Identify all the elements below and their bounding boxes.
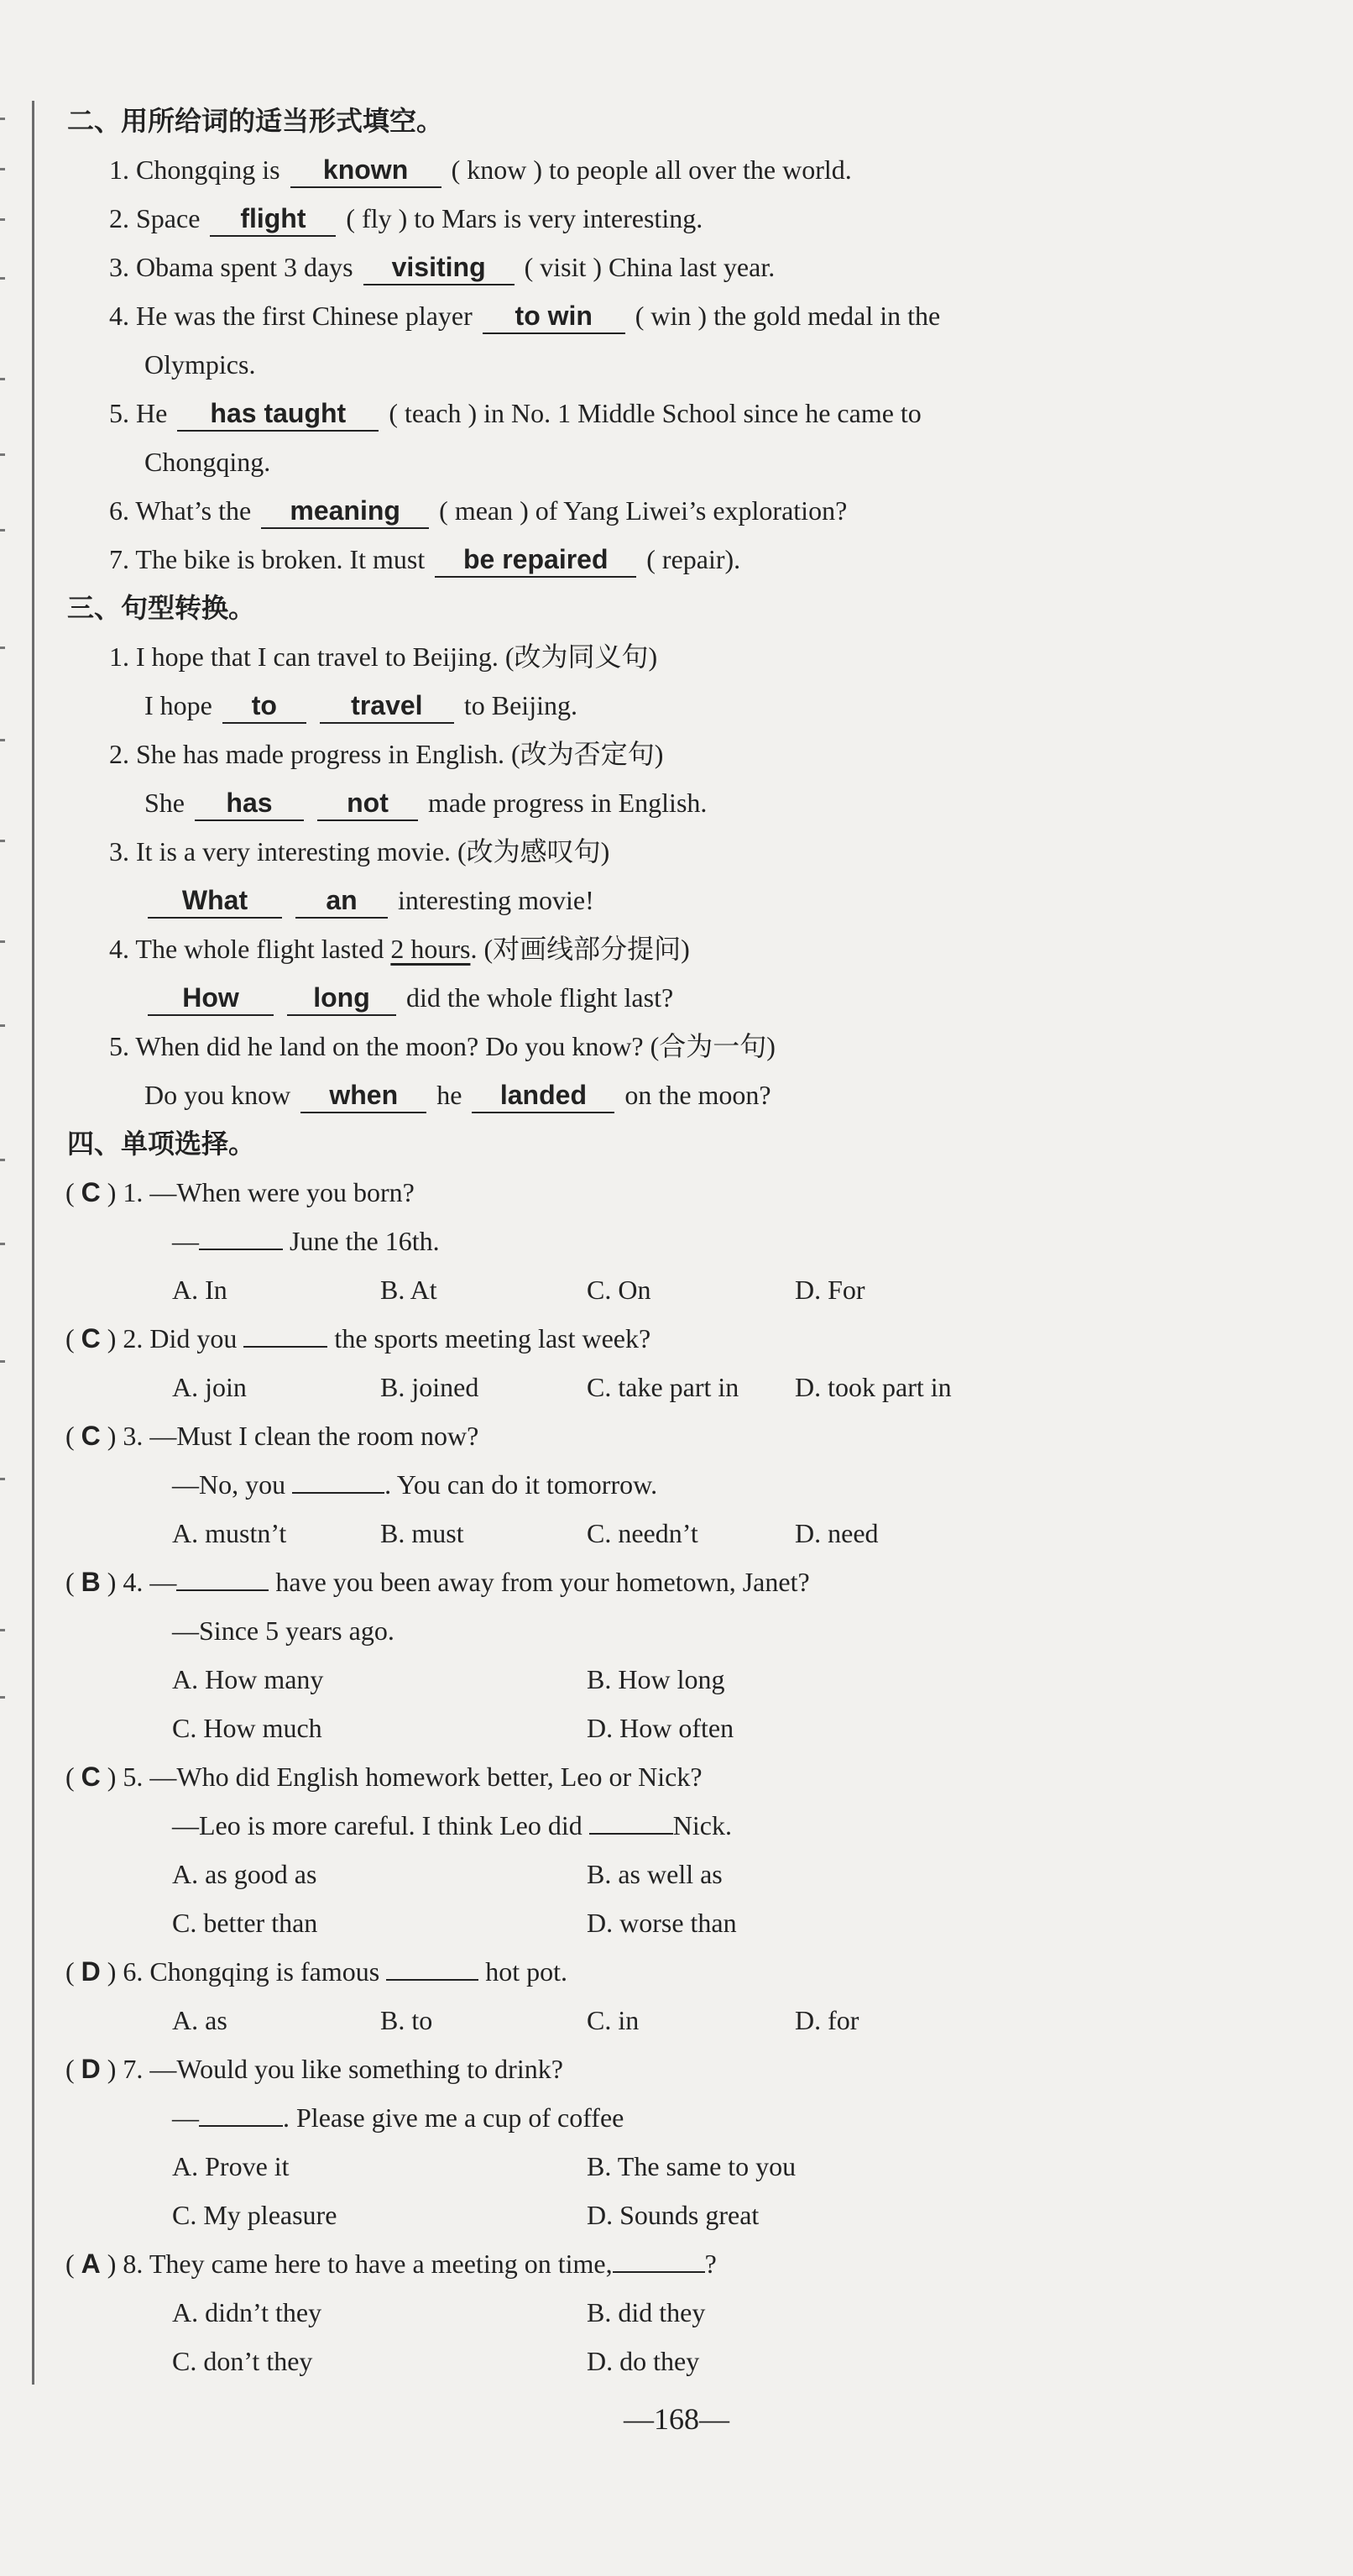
mc-8-number: 8.	[123, 2249, 144, 2279]
mc-6-blank	[386, 1977, 478, 1981]
transform-4-question	[109, 924, 690, 973]
mc-6-option-a: A. as	[172, 2005, 227, 2035]
fill-7-text: 7. The bike is broken. It must	[109, 544, 426, 574]
mc-1-answer: C	[81, 1177, 101, 1207]
mc-3-line2-pre: —No, you	[172, 1469, 286, 1500]
mc-8-options-row2	[172, 2337, 1263, 2385]
mc-4-option-c: C. How much	[172, 1713, 322, 1743]
mc-5-blank	[589, 1831, 673, 1835]
transform-2-blank-1: has	[195, 786, 304, 821]
transform-2-answer-pre: She	[144, 788, 185, 818]
mc-1-blank	[199, 1247, 283, 1250]
mc-3-line2	[172, 1460, 657, 1509]
mc-3-blank	[292, 1490, 384, 1494]
mc-8-answer: A	[81, 2249, 101, 2279]
mc-4-options-row2	[172, 1704, 1263, 1752]
mc-7-line2	[172, 2093, 624, 2142]
mc-2-blank	[243, 1344, 327, 1348]
section-4-title: 四、单项选择。	[67, 1128, 256, 1160]
transform-2-question: 2. She has made progress in English. (改为否定句)	[109, 739, 664, 769]
mc-5-number: 5.	[123, 1762, 144, 1792]
mc-6-option-c: C. in	[587, 2005, 640, 2035]
binding-margin-line	[32, 101, 34, 2385]
mc-7-number: 7.	[123, 2054, 144, 2084]
fill-4-answer: to win	[483, 299, 625, 334]
mc-7-option-a: A. Prove it	[172, 2151, 290, 2181]
fill-6-text: 6. What’s the	[109, 495, 252, 526]
transform-4-answer-post: did the whole flight last?	[406, 982, 674, 1013]
mc-3-option-c: C. needn’t	[587, 1518, 698, 1548]
mc-6-option-b: B. to	[380, 2005, 433, 2035]
mc-4-option-a: A. How many	[172, 1664, 324, 1694]
transform-5-blank-2: landed	[472, 1078, 614, 1113]
fill-item-5	[109, 389, 922, 437]
transform-3-question: 3. It is a very interesting movie. (改为感叹句)	[109, 836, 610, 867]
fill-5-continuation: Chongqing.	[144, 447, 271, 477]
mc-3-option-b: B. must	[380, 1518, 464, 1548]
transform-1-question: 1. I hope that I can travel to Beijing. (改为同义句)	[109, 641, 658, 672]
mc-1-line2-post: June the 16th.	[290, 1226, 440, 1256]
mc-2-option-c: C. take part in	[587, 1372, 739, 1402]
mc-7-option-c: C. My pleasure	[172, 2200, 337, 2230]
fill-3-rest: ( visit ) China last year.	[524, 252, 776, 282]
fill-7-answer: be repaired	[435, 542, 636, 578]
mc-4-line2: —Since 5 years ago.	[172, 1615, 394, 1646]
transform-2-answer-post: made progress in English.	[428, 788, 708, 818]
mc-1-option-a: A. In	[172, 1275, 227, 1305]
fill-2-text: 2. Space	[109, 203, 201, 233]
mc-4-stem-pre: —	[149, 1567, 177, 1597]
transform-4-question-pre: 4. The whole flight lasted	[109, 934, 391, 964]
transform-1-answer	[144, 681, 577, 730]
mc-5-stem: ( C ) 5. —Who did English homework better, Leo or Nick?	[65, 1762, 703, 1792]
mc-6-stem-pre: Chongqing is famous	[149, 1956, 380, 1987]
mc-8-option-b: B. did they	[587, 2297, 706, 2327]
mc-4-stem: ( B ) 4. — have you been away from your hometown, Janet?	[65, 1567, 810, 1597]
mc-8-option-a: A. didn’t they	[172, 2297, 322, 2327]
transform-1-blank-2: travel	[320, 689, 454, 724]
fill-5-text: 5. He	[109, 398, 168, 428]
mc-3-stem: ( C ) 3. —Must I clean the room now?	[65, 1421, 479, 1451]
mc-2-number: 2.	[123, 1323, 144, 1353]
mc-1-number: 1.	[123, 1177, 144, 1207]
mc-5-answer: C	[81, 1762, 101, 1792]
fill-5-answer: has taught	[177, 396, 379, 432]
mc-4-answer: B	[81, 1567, 101, 1597]
mc-7-line2-pre: —	[172, 2102, 199, 2133]
mc-5-stem-text: —Who did English homework better, Leo or Nick?	[149, 1762, 703, 1792]
mc-7-option-d: D. Sounds great	[587, 2200, 760, 2230]
mc-4-option-b: B. How long	[587, 1664, 725, 1694]
fill-item-3	[109, 243, 775, 291]
mc-1-options	[172, 1265, 1263, 1314]
mc-5-option-d: D. worse than	[587, 1908, 737, 1938]
fill-4-continuation: Olympics.	[144, 349, 256, 380]
mc-4-options-row1	[172, 1655, 1263, 1704]
mc-5-line2-pre: —Leo is more careful. I think Leo did	[172, 1810, 582, 1840]
mc-5-options-row2	[172, 1898, 1263, 1947]
transform-3-answer-post: interesting movie!	[398, 885, 594, 915]
fill-5-rest: ( teach ) in No. 1 Middle School since he came to	[389, 398, 922, 428]
mc-3-number: 3.	[123, 1421, 144, 1451]
mc-4-stem-post: have you been away from your hometown, Janet?	[275, 1567, 810, 1597]
fill-4-text: 4. He was the first Chinese player	[109, 301, 473, 331]
mc-2-options	[172, 1363, 1263, 1411]
fill-6-answer: meaning	[261, 494, 429, 529]
transform-3-blank-1: What	[148, 883, 282, 919]
mc-2-option-a: A. join	[172, 1372, 247, 1402]
mc-6-stem: ( D ) 6. Chongqing is famous hot pot.	[65, 1956, 567, 1987]
fill-item-2	[109, 194, 703, 243]
mc-7-options-row1	[172, 2142, 1263, 2191]
mc-5-options-row1	[172, 1850, 1263, 1898]
mc-1-line2	[172, 1217, 440, 1265]
mc-7-options-row2	[172, 2191, 1263, 2239]
mc-4-blank	[176, 1588, 269, 1591]
mc-8-options-row1	[172, 2288, 1263, 2337]
transform-4-answer	[144, 973, 673, 1022]
mc-8-stem-pre: They came here to have a meeting on time,	[149, 2249, 613, 2279]
mc-6-options	[172, 1996, 1263, 2045]
mc-2-stem-pre: Did you	[149, 1323, 238, 1353]
transform-3-answer	[144, 876, 594, 924]
transform-5-answer-mid: he	[436, 1080, 462, 1110]
mc-7-line2-post: . Please give me a cup of coffee	[283, 2102, 624, 2133]
mc-6-answer: D	[81, 1956, 101, 1987]
transform-5-answer-post: on the moon?	[624, 1080, 771, 1110]
mc-3-line2-post: . You can do it tomorrow.	[384, 1469, 658, 1500]
mc-2-stem: ( C ) 2. Did you the sports meeting last week?	[65, 1323, 651, 1353]
mc-7-answer: D	[81, 2054, 101, 2084]
mc-5-line2-post: Nick.	[672, 1810, 732, 1840]
fill-item-7	[109, 535, 740, 584]
mc-5-option-a: A. as good as	[172, 1859, 317, 1889]
fill-item-4	[109, 291, 940, 340]
fill-7-rest: ( repair).	[646, 544, 741, 574]
mc-3-option-d: D. need	[795, 1518, 879, 1548]
mc-6-option-d: D. for	[795, 2005, 859, 2035]
section-2-title: 二、用所给词的适当形式填空。	[67, 105, 444, 137]
fill-item-1	[109, 145, 852, 194]
transform-1-blank-1: to	[222, 689, 306, 724]
page-number: —168—	[624, 2402, 729, 2436]
mc-2-stem-post: the sports meeting last week?	[334, 1323, 651, 1353]
margin-tick-marks	[0, 101, 12, 1780]
mc-2-answer: C	[81, 1323, 101, 1353]
transform-4-blank-1: How	[148, 981, 274, 1016]
mc-7-stem-text: —Would you like something to drink?	[149, 2054, 563, 2084]
mc-6-stem-post: hot pot.	[485, 1956, 567, 1987]
mc-1-stem: ( C ) 1. —When were you born?	[65, 1177, 415, 1207]
mc-5-line2	[172, 1801, 732, 1850]
transform-3-blank-2: an	[295, 883, 388, 919]
transform-5-blank-1: when	[300, 1078, 426, 1113]
section-3-title: 三、句型转换。	[67, 592, 256, 624]
fill-item-6	[109, 486, 847, 535]
fill-1-text: 1. Chongqing is	[109, 154, 280, 185]
mc-4-number: 4.	[123, 1567, 144, 1597]
fill-4-rest: ( win ) the gold medal in the	[635, 301, 941, 331]
mc-3-stem-text: —Must I clean the room now?	[149, 1421, 479, 1451]
fill-3-text: 3. Obama spent 3 days	[109, 252, 353, 282]
mc-3-option-a: A. mustn’t	[172, 1518, 287, 1548]
mc-1-option-b: B. At	[380, 1275, 437, 1305]
fill-6-rest: ( mean ) of Yang Liwei’s exploration?	[439, 495, 848, 526]
underlined-phrase: 2 hours	[390, 934, 471, 964]
fill-2-answer: flight	[210, 202, 336, 237]
fill-3-answer: visiting	[363, 250, 515, 285]
mc-8-option-d: D. do they	[587, 2346, 700, 2376]
mc-1-line2-pre: —	[172, 1226, 199, 1256]
mc-5-option-c: C. better than	[172, 1908, 318, 1938]
mc-3-answer: C	[81, 1421, 101, 1451]
mc-8-stem: ( A ) 8. They came here to have a meeting on time, ?	[65, 2249, 717, 2279]
mc-4-option-d: D. How often	[587, 1713, 734, 1743]
transform-4-question-post: . (对画线部分提问)	[470, 934, 690, 964]
mc-6-number: 6.	[123, 1956, 144, 1987]
fill-1-rest: ( know ) to people all over the world.	[451, 154, 852, 185]
transform-2-blank-2: not	[317, 786, 418, 821]
transform-5-answer-pre: Do you know	[144, 1080, 291, 1110]
transform-5-question: 5. When did he land on the moon? Do you know? (合为一句)	[109, 1031, 776, 1061]
mc-8-blank	[613, 2270, 705, 2273]
transform-1-answer-pre: I hope	[144, 690, 212, 720]
mc-1-option-d: D. For	[795, 1275, 865, 1305]
mc-8-option-c: C. don’t they	[172, 2346, 313, 2376]
mc-2-option-b: B. joined	[380, 1372, 479, 1402]
mc-5-option-b: B. as well as	[587, 1859, 723, 1889]
mc-1-option-c: C. On	[587, 1275, 651, 1305]
mc-2-option-d: D. took part in	[795, 1372, 952, 1402]
mc-1-stem-text: —When were you born?	[149, 1177, 415, 1207]
transform-2-answer	[144, 778, 707, 827]
mc-7-option-b: B. The same to you	[587, 2151, 797, 2181]
transform-5-answer	[144, 1071, 771, 1119]
transform-4-blank-2: long	[287, 981, 396, 1016]
mc-7-stem: ( D ) 7. —Would you like something to drink?	[65, 2054, 563, 2084]
mc-3-options	[172, 1509, 1263, 1558]
fill-2-rest: ( fly ) to Mars is very interesting.	[346, 203, 703, 233]
mc-8-stem-post: ?	[704, 2249, 717, 2279]
transform-1-answer-post: to Beijing.	[463, 690, 577, 720]
mc-7-blank	[199, 2123, 283, 2127]
fill-1-answer: known	[290, 153, 441, 188]
